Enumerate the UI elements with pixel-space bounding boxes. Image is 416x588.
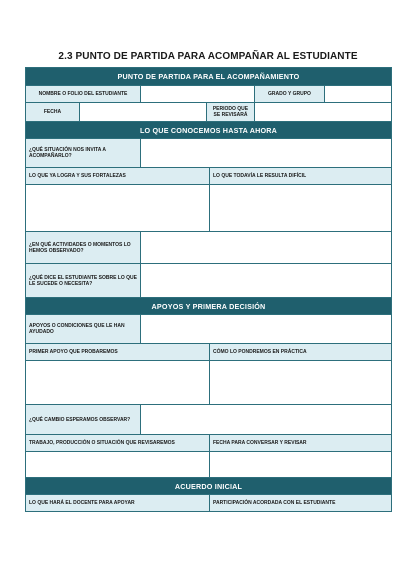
section-header-start: PUNTO DE PARTIDA PARA EL ACOMPAÑAMIENTO (26, 68, 391, 85)
form-row-date (26, 102, 391, 121)
grade-group-label: GRADO Y GRUPO (254, 86, 324, 102)
form-row-student (26, 85, 391, 102)
situation-field[interactable] (140, 139, 391, 167)
form-row-work-labels (26, 434, 391, 451)
first-support-field[interactable] (26, 361, 209, 404)
form-row-first-support-fields (26, 360, 391, 404)
student-part-label: PARTICIPACIÓN ACORDADA CON EL ESTUDIANTE (209, 495, 391, 511)
section-header-agreement: ACUERDO INICIAL (26, 477, 391, 494)
observed-label: ¿EN QUÉ ACTIVIDADES O MOMENTOS LO HEMOS OBSERVADO? (26, 232, 140, 263)
date-label: FECHA (26, 103, 79, 121)
difficulties-field[interactable] (209, 185, 391, 231)
strengths-label: LO QUE YA LOGRA Y SUS FORTALEZAS (26, 168, 209, 184)
work-review-field[interactable] (26, 452, 209, 477)
expected-change-label: ¿QUÉ CAMBIO ESPERAMOS OBSERVAR? (26, 405, 140, 434)
form-row-strengths-fields (26, 184, 391, 231)
form-row-work-fields (26, 451, 391, 477)
strengths-field[interactable] (26, 185, 209, 231)
review-date-label: FECHA PARA CONVERSAR Y REVISAR (209, 435, 391, 451)
section-header-supports: APOYOS Y PRIMERA DECISIÓN (26, 297, 391, 314)
form-row-first-support-labels (26, 343, 391, 360)
form-row-strengths-labels (26, 167, 391, 184)
supports-label: APOYOS O CONDICIONES QUE LE HAN AYUDADO (26, 315, 140, 343)
student-name-label: NOMBRE O FOLIO DEL ESTUDIANTE (26, 86, 140, 102)
expected-change-field[interactable] (140, 405, 391, 434)
form-row-student-says (26, 263, 391, 297)
grade-group-field[interactable] (324, 86, 391, 102)
form-row-agreement (26, 494, 391, 511)
how-practice-field[interactable] (209, 361, 391, 404)
supports-field[interactable] (140, 315, 391, 343)
form-row-situation (26, 138, 391, 167)
review-period-field[interactable] (254, 103, 391, 121)
teacher-action-label: LO QUE HARÁ EL DOCENTE PARA APOYAR (26, 495, 209, 511)
difficulties-label: LO QUE TODAVÍA LE RESULTA DIFÍCIL (209, 168, 391, 184)
review-date-field[interactable] (209, 452, 391, 477)
form-row-expected-change (26, 404, 391, 434)
observed-field[interactable] (140, 232, 391, 263)
form-row-supports (26, 314, 391, 343)
review-period-label: PERIODO QUE SE REVISARÁ (206, 103, 254, 121)
student-says-field[interactable] (140, 264, 391, 297)
how-practice-label: CÓMO LO PONDREMOS EN PRÁCTICA (209, 344, 391, 360)
student-name-field[interactable] (140, 86, 254, 102)
situation-label: ¿QUÉ SITUACIÓN NOS INVITA A ACOMPAÑARLO? (26, 139, 140, 167)
page-title: 2.3 PUNTO DE PARTIDA PARA ACOMPAÑAR AL ESTUDIANTE (58, 51, 358, 62)
first-support-label: PRIMER APOYO QUE PROBAREMOS (26, 344, 209, 360)
date-field[interactable] (79, 103, 206, 121)
support-form (25, 67, 392, 512)
work-review-label: TRABAJO, PRODUCCIÓN O SITUACIÓN QUE REVISAREMOS (26, 435, 209, 451)
form-row-observed (26, 231, 391, 263)
student-says-label: ¿QUÉ DICE EL ESTUDIANTE SOBRE LO QUE LE SUCEDE O NECESITA? (26, 264, 140, 297)
section-header-known: LO QUE CONOCEMOS HASTA AHORA (26, 121, 391, 138)
